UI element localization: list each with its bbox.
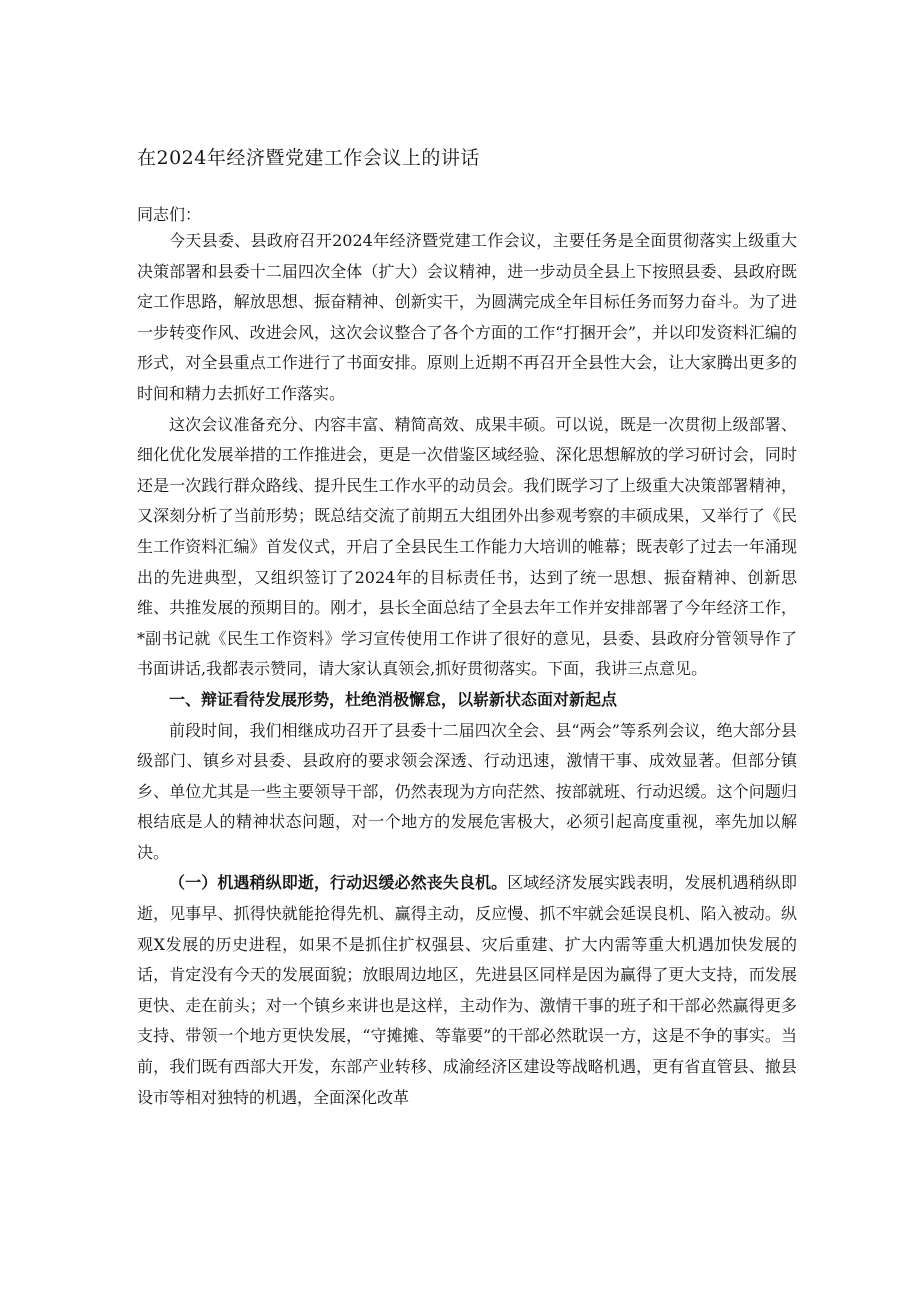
paragraph-intro: 今天县委、县政府召开2024年经济暨党建工作会议，主要任务是全面贯彻落实上级重大决策部署和县委十二届四次全体（扩大）会议精神，进一步动员全县上下按照县委、县政府既定工作思路，解放思想、振奋精神、创新实干，为圆满完成全年目标任务而努力奋斗。为了进一步转变作风、改进会风，这次会议整合了各个方面的工作“打捆开会”，并以印发资料汇编的形式，对全县重点工作进行了书面安排。原则上近期不再召开全县性大会，让大家腾出更多的时间和精力去抓好工作落实。 xyxy=(137,231,797,403)
subsection-1-paragraph xyxy=(137,868,797,1113)
salutation: 同志们： xyxy=(137,205,202,224)
section-1-paragraph: 前段时间，我们相继成功召开了县委十二届四次全会、县“两会”等系列会议，绝大部分县级部门、镇乡对县委、县政府的要求领会深透、行动迅速，激情干事、成效显著。但部分镇乡、单位尤其是一些主要领导干部，仍然表现为方向茫然、按部就班、行动迟缓。这个问题归根结底是人的精神状态问题，对一个地方的发展危害极大，必须引起高度重视，率先加以解决。 xyxy=(137,720,797,862)
subsection-1-lead: （一）机遇稍纵即逝，行动迟缓必然丧失良机。 xyxy=(169,873,508,893)
document-body xyxy=(137,226,797,1113)
paragraph-summary: 这次会议准备充分、内容丰富、精简高效、成果丰硕。可以说，既是一次贯彻上级部署、细化优化发展举措的工作推进会，更是一次借鉴区域经验、深化思想解放的学习研讨会，同时还是一次践行群众路线、提升民生工作水平的动员会。我们既学习了上级重大决策部署精神，又深刻分析了当前形势；既总结交流了前期五大组团外出参观考察的丰硕成果，又举行了《民生工作资料汇编》首发仪式，开启了全县民生工作能力大培训的帷幕；既表彰了过去一年涌现出的先进典型，又组织签订了2024年的目标责任书，达到了统一思想、振奋精神、创新思维、共推发展的预期目的。刚才，县长全面总结了全县去年工作并安排部署了今年经济工作，*副书记就《民生工作资料》学习宣传使用工作讲了很好的意见，县委、县政府分管领导作了书面讲话,我都表示赞同，请大家认真领会,抓好贯彻落实。下面，我讲三点意见。 xyxy=(137,414,797,679)
subsection-1-text: 区域经济发展实践表明，发展机遇稍纵即逝，见事早、抓得快就能抢得先机、赢得主动，反应慢、抓不牢就会延误良机、陷入被动。纵观X发展的历史进程，如果不是抓住扩权强县、灾后重建、扩大内需等重大机遇加快发展的话，肯定没有今天的发展面貌；放眼周边地区，先进县区同样是因为赢得了更大支持，而发展更快、走在前头；对一个镇乡来讲也是这样，主动作为、激情干事的班子和干部必然赢得更多支持、带领一个地方更快发展，“守摊摊、等靠要”的干部必然耽误一方，这是不争的事实。当前，我们既有西部大开发，东部产业转移、成渝经济区建设等战略机遇，更有省直管县、撤县设市等相对独特的机遇，全面深化改革 xyxy=(137,873,797,1107)
document-title: 在2024年经济暨党建工作会议上的讲话 xyxy=(137,147,480,169)
section-heading-1: 一、辩证看待发展形势，杜绝消极懈怠，以崭新状态面对新起点 xyxy=(169,689,618,709)
